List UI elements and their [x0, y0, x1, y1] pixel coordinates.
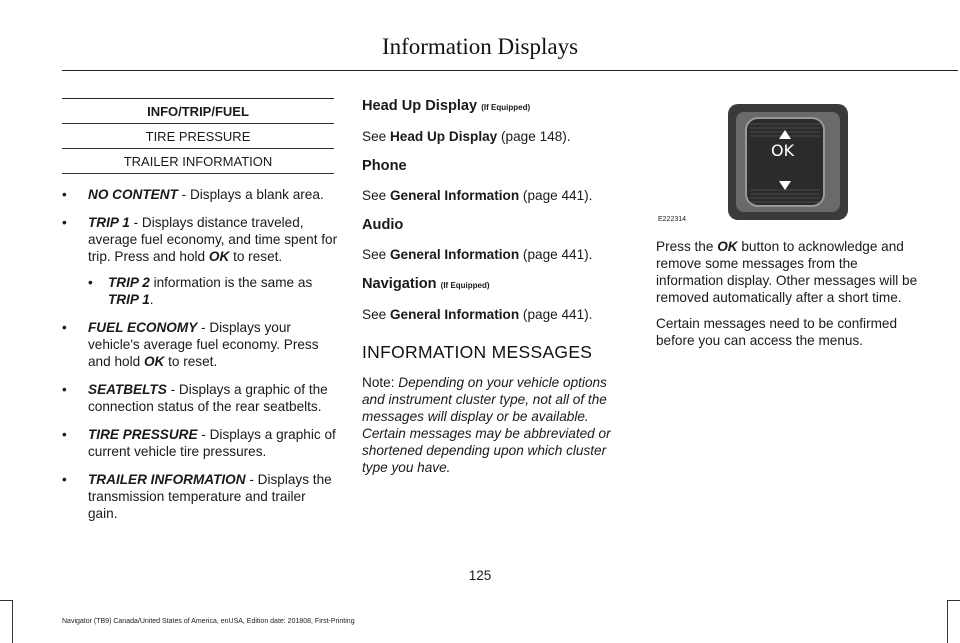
note: Note: Depending on your vehicle options and instrument cluster type, not all of the messages will display or be available. Certain messages may be abbreviated or shortened depending upon which cluster type you have. [362, 375, 611, 475]
cross-reference[interactable]: General Information [389, 307, 520, 322]
info-table [62, 98, 334, 174]
ok-button-illustration [656, 100, 850, 228]
info-table-row: TIRE PRESSURE [62, 124, 334, 149]
sub-list [88, 274, 338, 308]
list-item: • TRIP 1 - Displays distance traveled, average fuel economy, and time spent for trip. Press and hold OK to reset. • TRIP 2 information is the same as TRIP 1. [62, 214, 338, 308]
crop-mark [947, 600, 948, 643]
term: TRAILER INFORMATION [88, 472, 246, 487]
left-column [62, 98, 338, 533]
ok-label: OK [771, 141, 795, 160]
header-rule [62, 70, 958, 71]
figure-caption: E222314 [658, 216, 687, 223]
term: SEATBELTS [88, 382, 167, 397]
paragraph: See General Information (page 441). [362, 188, 593, 203]
cross-reference[interactable]: Head Up Display [389, 129, 498, 144]
list-item: • TRAILER INFORMATION - Displays the transmission temperature and trailer gain. [62, 471, 338, 522]
page-title: Information Displays [381, 34, 579, 59]
crop-mark [0, 600, 12, 601]
crop-mark [12, 600, 13, 643]
section-heading: Navigation (If Equipped) [362, 276, 490, 292]
paragraph: Certain messages need to be confirmed before you can access the menus. [656, 316, 898, 348]
section-heading: Audio [362, 217, 404, 233]
right-column [656, 100, 928, 358]
paragraph: Press the OK button to acknowledge and remove some messages from the information display. Other messages will be removed automatically after a short time. [656, 239, 918, 305]
list-item: • NO CONTENT - Displays a blank area. [62, 186, 338, 203]
info-table-row: TRAILER INFORMATION [62, 149, 334, 174]
paragraph: See General Information (page 441). [362, 307, 593, 322]
footer-text: Navigator (TB9) Canada/United States of America, enUSA, Edition date: 201808, First-Printing [62, 618, 355, 625]
term: TRIP 1 [88, 215, 130, 230]
cross-reference[interactable]: General Information [389, 247, 520, 262]
list-item: • TIRE PRESSURE - Displays a graphic of current vehicle tire pressures. [62, 426, 338, 460]
list-item: • SEATBELTS - Displays a graphic of the connection status of the rear seatbelts. [62, 381, 338, 415]
paragraph: See General Information (page 441). [362, 247, 593, 262]
page-number: 125 [468, 568, 492, 583]
list-item: • FUEL ECONOMY - Displays your vehicle's average fuel economy. Press and hold OK to reset. [62, 319, 338, 370]
paragraph: See Head Up Display (page 148). [362, 129, 571, 144]
term: TIRE PRESSURE [88, 427, 198, 442]
ok-button-figure [656, 100, 850, 228]
cross-reference[interactable]: General Information [389, 188, 520, 203]
info-table-header: INFO/TRIP/FUEL [62, 99, 334, 124]
list-item: • TRIP 2 information is the same as TRIP 1. [88, 274, 338, 308]
middle-column [362, 98, 630, 476]
display-options-list [62, 186, 338, 522]
term: NO CONTENT [88, 187, 178, 202]
major-heading: INFORMATION MESSAGES [362, 342, 593, 362]
term: FUEL ECONOMY [88, 320, 198, 335]
section-heading: Head Up Display (If Equipped) [362, 98, 531, 114]
crop-mark [947, 600, 960, 601]
section-heading: Phone [362, 158, 407, 174]
